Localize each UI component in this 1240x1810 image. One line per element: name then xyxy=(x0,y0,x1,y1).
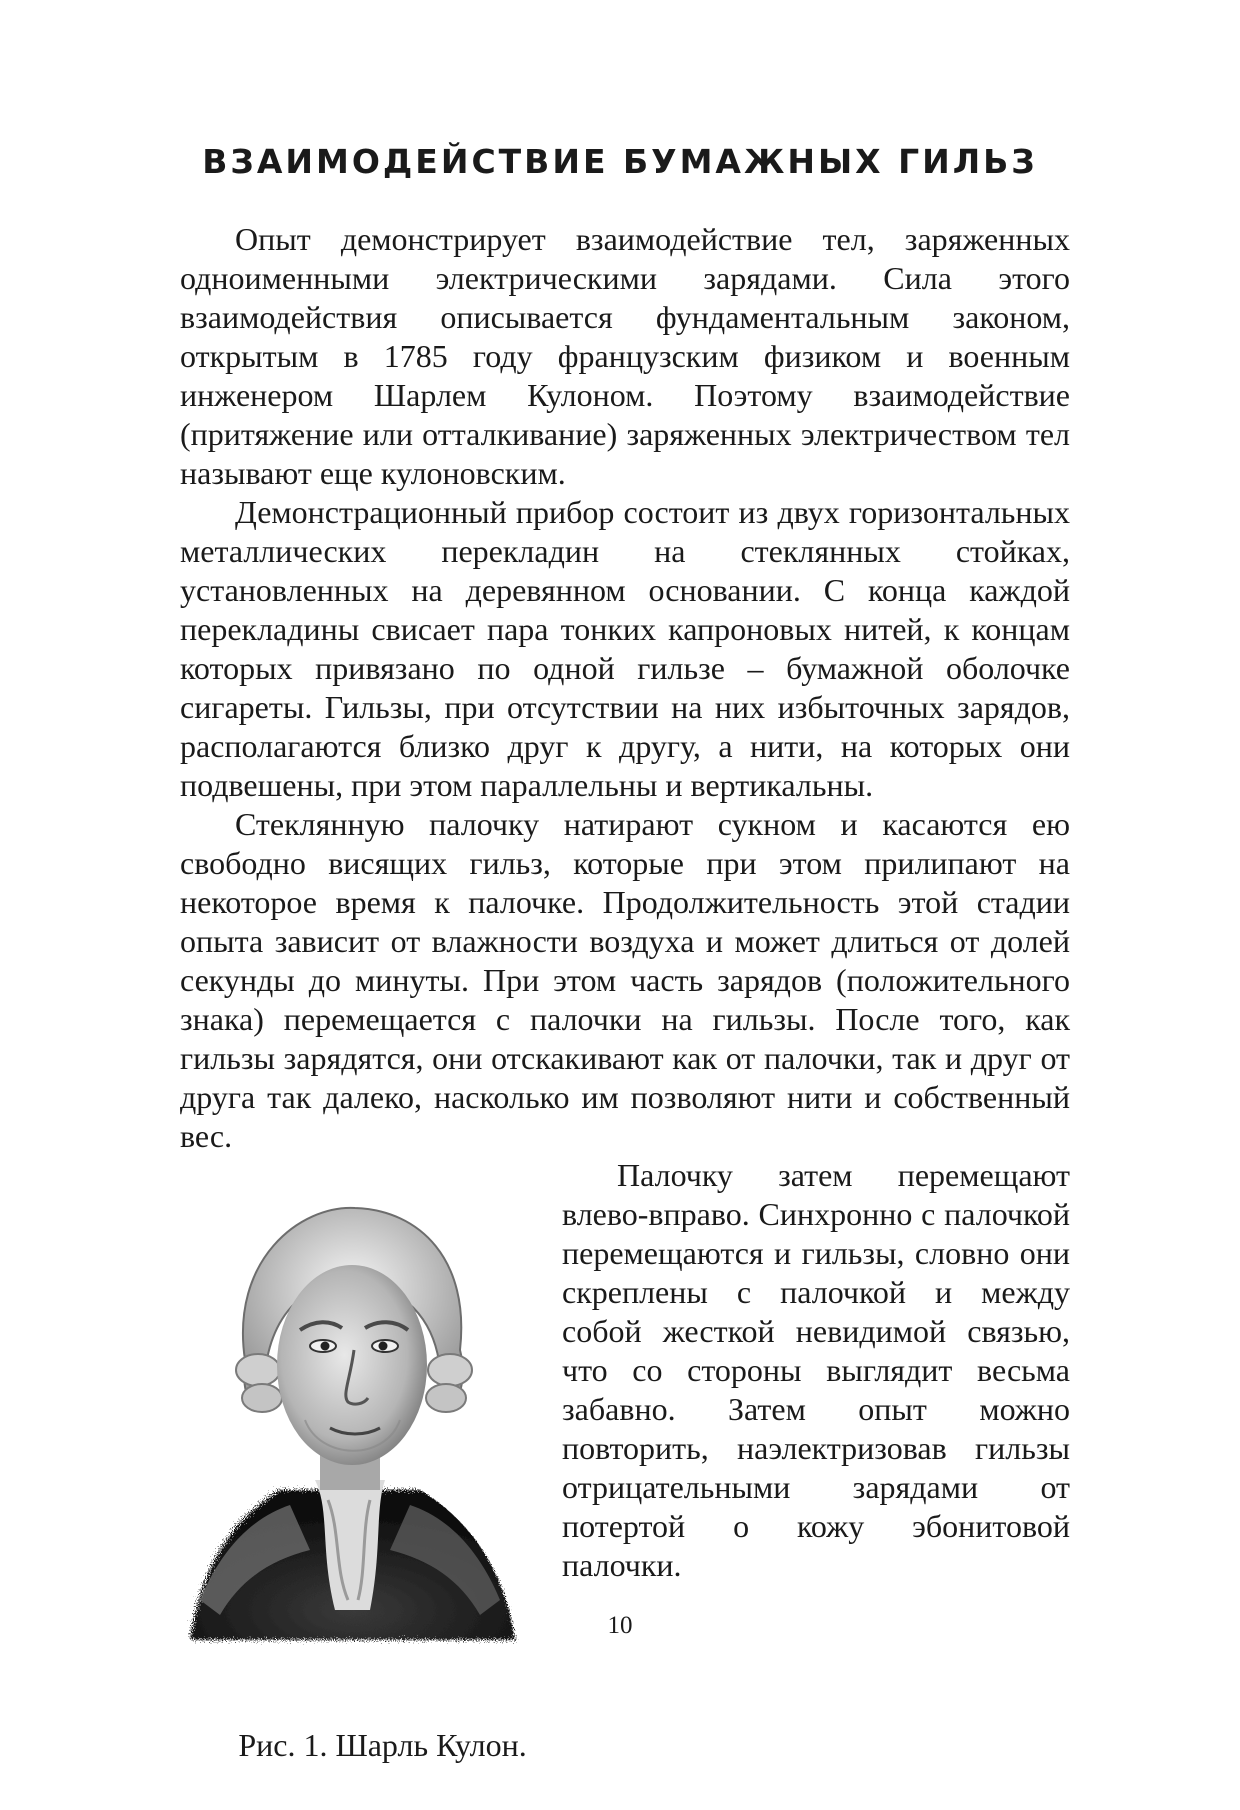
page-number: 10 xyxy=(607,1612,633,1639)
figure-caption: Рис. 1. Шарль Кулон. xyxy=(238,1727,527,1763)
paragraph-3-text: Стеклянную палочку натирают сукном и касаются ею свободно висящих гильз, которые при этом прилипают на некоторое время к палочке. Продолжительность этой стадии опыта зависит от влажности воздуха и может длиться от долей секунды до минуты. При этом часть зарядов (положительного знака) перемещается с палочки на гильзы. После того, как гильзы зарядятся, они отскакивают как от палочки, так и друг от друга так далеко, насколько им позволяют нити и собственный вес. xyxy=(180,806,1070,1154)
page-title: ВЗАИМОДЕЙСТВИЕ БУМАЖНЫХ ГИЛЬЗ xyxy=(202,142,1038,181)
article-body xyxy=(180,220,1070,1810)
portrait-image xyxy=(170,1170,530,1660)
paragraph-4: Палочку затем перемещают влево-вправо. Синхронно с палочкой перемещаются и гильзы, словно они скреплены с палочкой и между собой жесткой невидимой связью, что со стороны выглядит весьма забавно. Затем опыт можно повторить, наэлектризовав гильзы отрицательными зарядами от потертой о кожу эбонитовой палочки. xyxy=(562,1157,1070,1583)
paragraph-3 xyxy=(180,805,1070,1156)
paragraph-2: Демонстрационный прибор состоит из двух горизонтальных металлических перекладин на стеклянных стойках, установленных на деревянном основании. С конца каждой перекладины свисает пара тонких капроновых нитей, к концам которых привязано по одной гильзе – бумажной оболочке сигареты. Гильзы, при отсутствии на них избыточных зарядов, располагаются близко друг к другу, а нити, на которых они подвешены, при этом параллельны и вертикальны. xyxy=(180,494,1070,803)
paragraph-1: Опыт демонстрирует взаимодействие тел, заряженных одноименными электрическими зарядами. Сила этого взаимодействия описывается фундаментальным законом, открытым в 1785 году французским физиком и военным инженером Шарлем Кулоном. Поэтому взаимодействие (притяжение или отталкивание) заряженных электричеством тел называют еще кулоновским. xyxy=(180,221,1070,491)
figure-coulomb xyxy=(180,1170,530,1810)
